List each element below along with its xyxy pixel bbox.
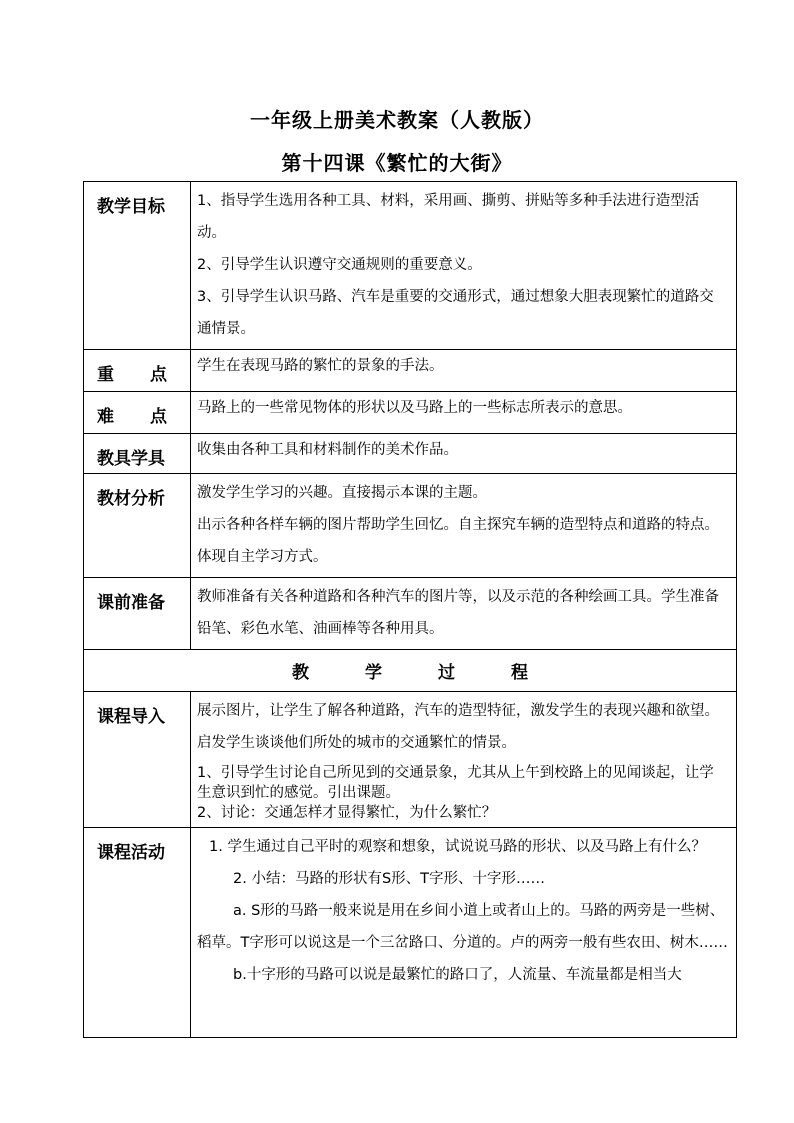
content-prep: 教师准备有关各种道路和各种汽车的图片等，以及示范的各种绘画工具。学生准备铅笔、彩色水笔、油画棒等各种用具。 (191, 578, 737, 650)
content-analysis (191, 474, 737, 578)
label-analysis: 教材分析 (84, 474, 191, 578)
goal-line-3: 3、引导学生认识马路、汽车是重要的交通形式，通过想象大胆表现繁忙的道路交通情景。 (197, 289, 714, 337)
analysis-line-1: 激发学生学习的兴趣。直接揭示本课的主题。 (197, 485, 487, 501)
label-key: 重 点 (84, 350, 191, 392)
label-intro: 课程导入 (84, 692, 191, 828)
label-prep: 课前准备 (84, 578, 191, 650)
page-title: 一年级上册美术教案（人教版） (250, 108, 544, 132)
content-activity (191, 828, 737, 1038)
table-row-analysis (84, 474, 737, 578)
table-row-key (84, 350, 737, 392)
table-row-difficulty (84, 392, 737, 434)
activity-line-2: 2. 小结：马路的形状有S形、T字形、十字形…… (233, 871, 546, 887)
table-row-intro (84, 692, 737, 828)
table-row-tools (84, 434, 737, 474)
analysis-line-2: 出示各种各样车辆的图片帮助学生回忆。自主探究车辆的造型特点和道路的特点。体现自主学习方式。 (197, 517, 719, 565)
content-goals (191, 182, 737, 350)
goal-line-2: 2、引导学生认识遵守交通规则的重要意义。 (197, 257, 482, 273)
table-row-goals (84, 182, 737, 350)
process-heading: 教 学 过 程 (84, 650, 737, 692)
content-difficulty: 马路上的一些常见物体的形状以及马路上的一些标志所表示的意思。 (191, 392, 737, 434)
lesson-plan-table (83, 181, 737, 1038)
lesson-title: 第十四课《繁忙的大街》 (281, 151, 513, 175)
content-key: 学生在表现马路的繁忙的景象的手法。 (191, 350, 737, 392)
intro-line-3: 2、讨论：交通怎样才显得繁忙，为什么繁忙？ (197, 805, 497, 821)
table-row-process (84, 650, 737, 692)
label-tools: 教具学具 (84, 434, 191, 474)
label-goals: 教学目标 (84, 182, 191, 350)
activity-line-3: a. S形的马路一般来说是用在乡间小道上或者山上的。马路的两旁是一些树、稻草。T字形可以说这是一个三岔路口、分道的。卢的两旁一般有些农田、树木…… (197, 903, 728, 951)
intro-line-1: 展示图片，让学生了解各种道路，汽车的造型特征，激发学生的表现兴趣和欲望。启发学生谈谈他们所处的城市的交通繁忙的情景。 (197, 703, 719, 751)
content-tools: 收集由各种工具和材料制作的美术作品。 (191, 434, 737, 474)
table-row-activity (84, 828, 737, 1038)
content-intro (191, 692, 737, 828)
activity-line-1: 1. 学生通过自己平时的观察和想象，试说说马路的形状、以及马路上有什么？ (209, 839, 706, 855)
label-activity: 课程活动 (84, 828, 191, 1038)
intro-line-2: 1、引导学生讨论自己所见到的交通景象，尤其从上午到校路上的见闻谈起，让学生意识到忙的感觉。引出课题。 (197, 765, 714, 801)
label-difficulty: 难 点 (84, 392, 191, 434)
goal-line-1: 1、指导学生选用各种工具、材料，采用画、撕剪、拼贴等多种手法进行造型活动。 (197, 193, 700, 241)
activity-line-4: b.十字形的马路可以说是最繁忙的路口了，人流量、车流量都是相当大 (233, 967, 682, 983)
table-row-prep (84, 578, 737, 650)
